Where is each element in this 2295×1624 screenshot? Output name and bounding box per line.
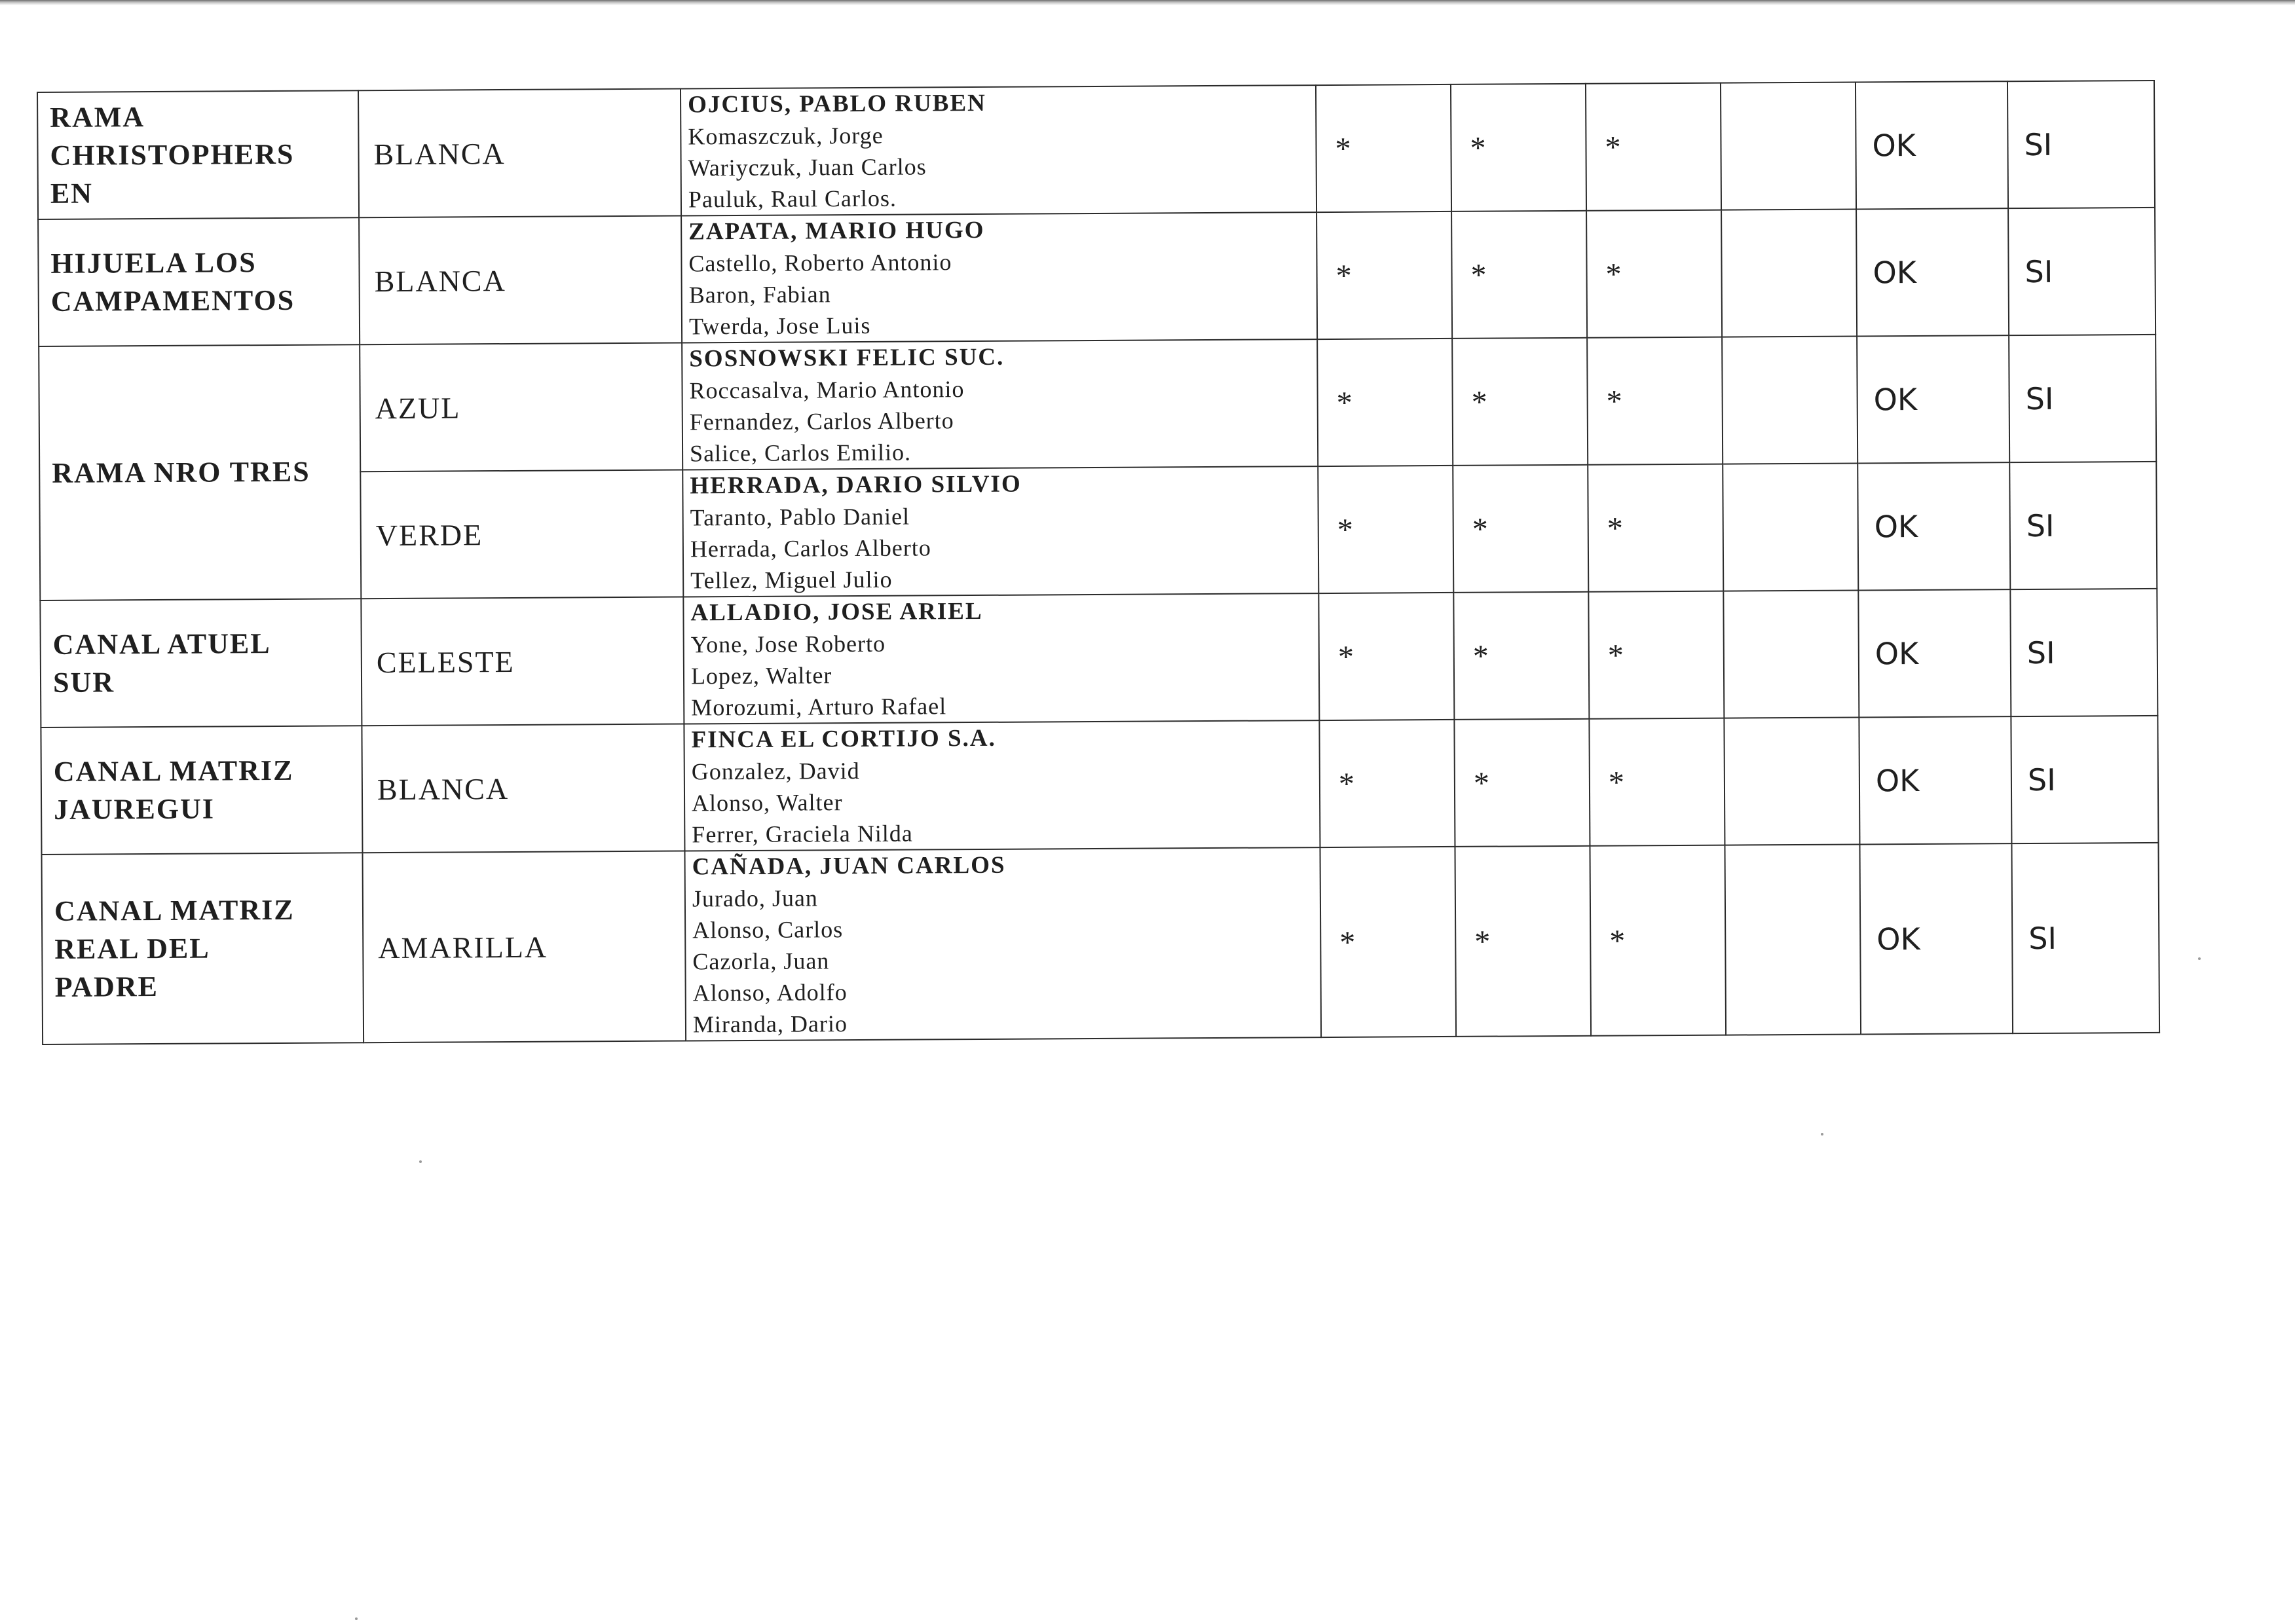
names-cell — [684, 847, 1321, 1041]
si-cell: SI — [2009, 462, 2157, 589]
mark-cell: * — [1317, 339, 1453, 466]
member-name: Pauluk, Raul Carlos. — [688, 185, 897, 213]
branch-name-line: RAMA NRO TRES — [52, 455, 310, 489]
branch-cell — [39, 344, 361, 600]
si-cell: SI — [2011, 716, 2158, 843]
table-row — [38, 208, 2155, 346]
holder-name: HERRADA, DARIO SILVIO — [690, 470, 1022, 500]
mark-cell: * — [1586, 210, 1722, 338]
branch-name-line: PADRE — [54, 970, 159, 1003]
names-cell — [681, 85, 1316, 215]
branch-cell — [37, 90, 359, 219]
member-name: Wariyczuk, Juan Carlos — [688, 153, 927, 181]
mark-cell: * — [1588, 464, 1723, 592]
mark-cell: * — [1318, 466, 1453, 593]
branch-name-line: SUR — [52, 666, 115, 699]
color-cell: BLANCA — [358, 89, 681, 218]
ok-cell: OK — [1857, 462, 2010, 590]
holder-name: SOSNOWSKI FELIC SUC. — [689, 343, 1005, 373]
ok-cell: OK — [1859, 843, 2013, 1034]
member-name: Baron, Fabian — [688, 281, 831, 308]
names-cell — [683, 593, 1319, 724]
mark-cell: * — [1451, 211, 1587, 339]
branch-name-line: EN — [50, 177, 94, 210]
member-name: Miranda, Dario — [692, 1010, 848, 1038]
names-cell — [682, 339, 1318, 470]
member-name: Cazorla, Juan — [692, 948, 830, 975]
empty-cell — [1725, 844, 1861, 1035]
mark-cell: * — [1587, 337, 1723, 465]
member-name: Fernandez, Carlos Alberto — [689, 407, 954, 435]
mark-cell: * — [1453, 465, 1588, 593]
mark-cell: * — [1316, 84, 1451, 212]
branch-name-line: HIJUELA LOS — [50, 246, 257, 280]
color-cell: BLANCA — [359, 216, 682, 345]
table-row — [42, 843, 2160, 1044]
table-row — [39, 335, 2156, 473]
holder-name: FINCA EL CORTIJO S.A. — [691, 724, 996, 754]
member-name: Ferrer, Graciela Nilda — [692, 820, 913, 848]
branch-name-line: CANAL MATRIZ — [53, 754, 294, 788]
scan-top-edge — [0, 0, 2295, 5]
member-name: Komaszczuk, Jorge — [688, 122, 884, 150]
branch-name-line: JAUREGUI — [53, 792, 215, 826]
branch-cell — [41, 726, 362, 855]
mark-cell: * — [1452, 338, 1588, 466]
table-row — [41, 716, 2158, 855]
si-cell: SI — [2007, 81, 2155, 208]
member-name: Lopez, Walter — [690, 662, 832, 690]
mark-cell: * — [1316, 212, 1452, 339]
si-cell: SI — [2008, 208, 2155, 335]
empty-cell — [1724, 717, 1859, 845]
scan-speck — [1821, 1133, 1823, 1135]
si-cell: SI — [2009, 335, 2156, 462]
holder-name: OJCIUS, PABLO RUBEN — [688, 89, 986, 119]
member-name: Gonzalez, David — [691, 757, 860, 785]
member-name: Alonso, Carlos — [692, 916, 844, 944]
color-cell: BLANCA — [362, 724, 684, 853]
ok-cell: OK — [1858, 589, 2011, 717]
si-cell: SI — [2010, 589, 2157, 716]
color-cell: AMARILLA — [362, 851, 686, 1043]
member-name: Taranto, Pablo Daniel — [690, 503, 910, 531]
member-name: Alonso, Walter — [691, 789, 843, 817]
mark-cell: * — [1320, 847, 1456, 1037]
color-cell: VERDE — [360, 470, 683, 599]
scan-speck — [2198, 957, 2201, 960]
member-name: Roccasalva, Mario Antonio — [689, 376, 965, 404]
table-row — [37, 81, 2155, 219]
empty-cell — [1722, 336, 1857, 464]
member-name: Jurado, Juan — [692, 885, 818, 912]
table-container — [37, 80, 2160, 1045]
member-name: Tellez, Miguel Julio — [690, 566, 893, 594]
mark-cell: * — [1453, 592, 1589, 720]
member-name: Herrada, Carlos Alberto — [690, 534, 931, 563]
table-row — [40, 589, 2157, 728]
color-cell: CELESTE — [361, 597, 684, 726]
mark-cell: * — [1318, 593, 1454, 720]
member-name: Yone, Jose Roberto — [690, 630, 886, 658]
member-name: Twerda, Jose Luis — [688, 312, 871, 340]
member-name: Salice, Carlos Emilio. — [689, 439, 912, 467]
branch-name-line: REAL DEL — [54, 932, 210, 965]
ok-cell: OK — [1856, 81, 2008, 209]
ok-cell: OK — [1857, 335, 2009, 463]
mark-cell: * — [1455, 846, 1591, 1037]
branch-cell — [38, 217, 360, 346]
holder-name: CAÑADA, JUAN CARLOS — [692, 851, 1006, 881]
color-cell: AZUL — [360, 343, 682, 472]
mark-cell: * — [1454, 719, 1590, 847]
mark-cell: * — [1588, 591, 1724, 719]
branch-name-line: CHRISTOPHERS — [50, 138, 295, 172]
ok-cell: OK — [1856, 208, 2009, 336]
empty-cell — [1721, 82, 1856, 210]
holder-name: ALLADIO, JOSE ARIEL — [690, 597, 983, 627]
mark-cell: * — [1451, 84, 1586, 212]
mark-cell: * — [1319, 720, 1455, 847]
mark-cell: * — [1586, 83, 1721, 211]
member-name: Castello, Roberto Antonio — [688, 249, 952, 277]
branch-name-line: CANAL MATRIZ — [54, 893, 295, 927]
names-cell — [684, 720, 1320, 851]
si-cell: SI — [2011, 843, 2159, 1033]
member-name: Morozumi, Arturo Rafael — [691, 693, 947, 721]
empty-cell — [1721, 209, 1857, 337]
scan-speck — [419, 1160, 422, 1163]
mark-cell: * — [1589, 718, 1725, 846]
irrigation-committee-table — [37, 80, 2160, 1045]
branch-cell — [40, 599, 362, 728]
empty-cell — [1723, 463, 1858, 591]
branch-name-line: CANAL ATUEL — [52, 627, 271, 661]
ok-cell: OK — [1859, 716, 2011, 844]
mark-cell: * — [1590, 845, 1726, 1036]
branch-cell — [42, 853, 364, 1044]
names-cell — [682, 466, 1318, 597]
names-cell — [681, 212, 1317, 342]
branch-name-line: RAMA — [50, 101, 145, 134]
member-name: Alonso, Adolfo — [692, 979, 848, 1006]
scan-speck — [355, 1617, 358, 1620]
branch-name-line: CAMPAMENTOS — [50, 284, 295, 318]
holder-name: ZAPATA, MARIO HUGO — [688, 216, 985, 246]
empty-cell — [1723, 590, 1859, 718]
